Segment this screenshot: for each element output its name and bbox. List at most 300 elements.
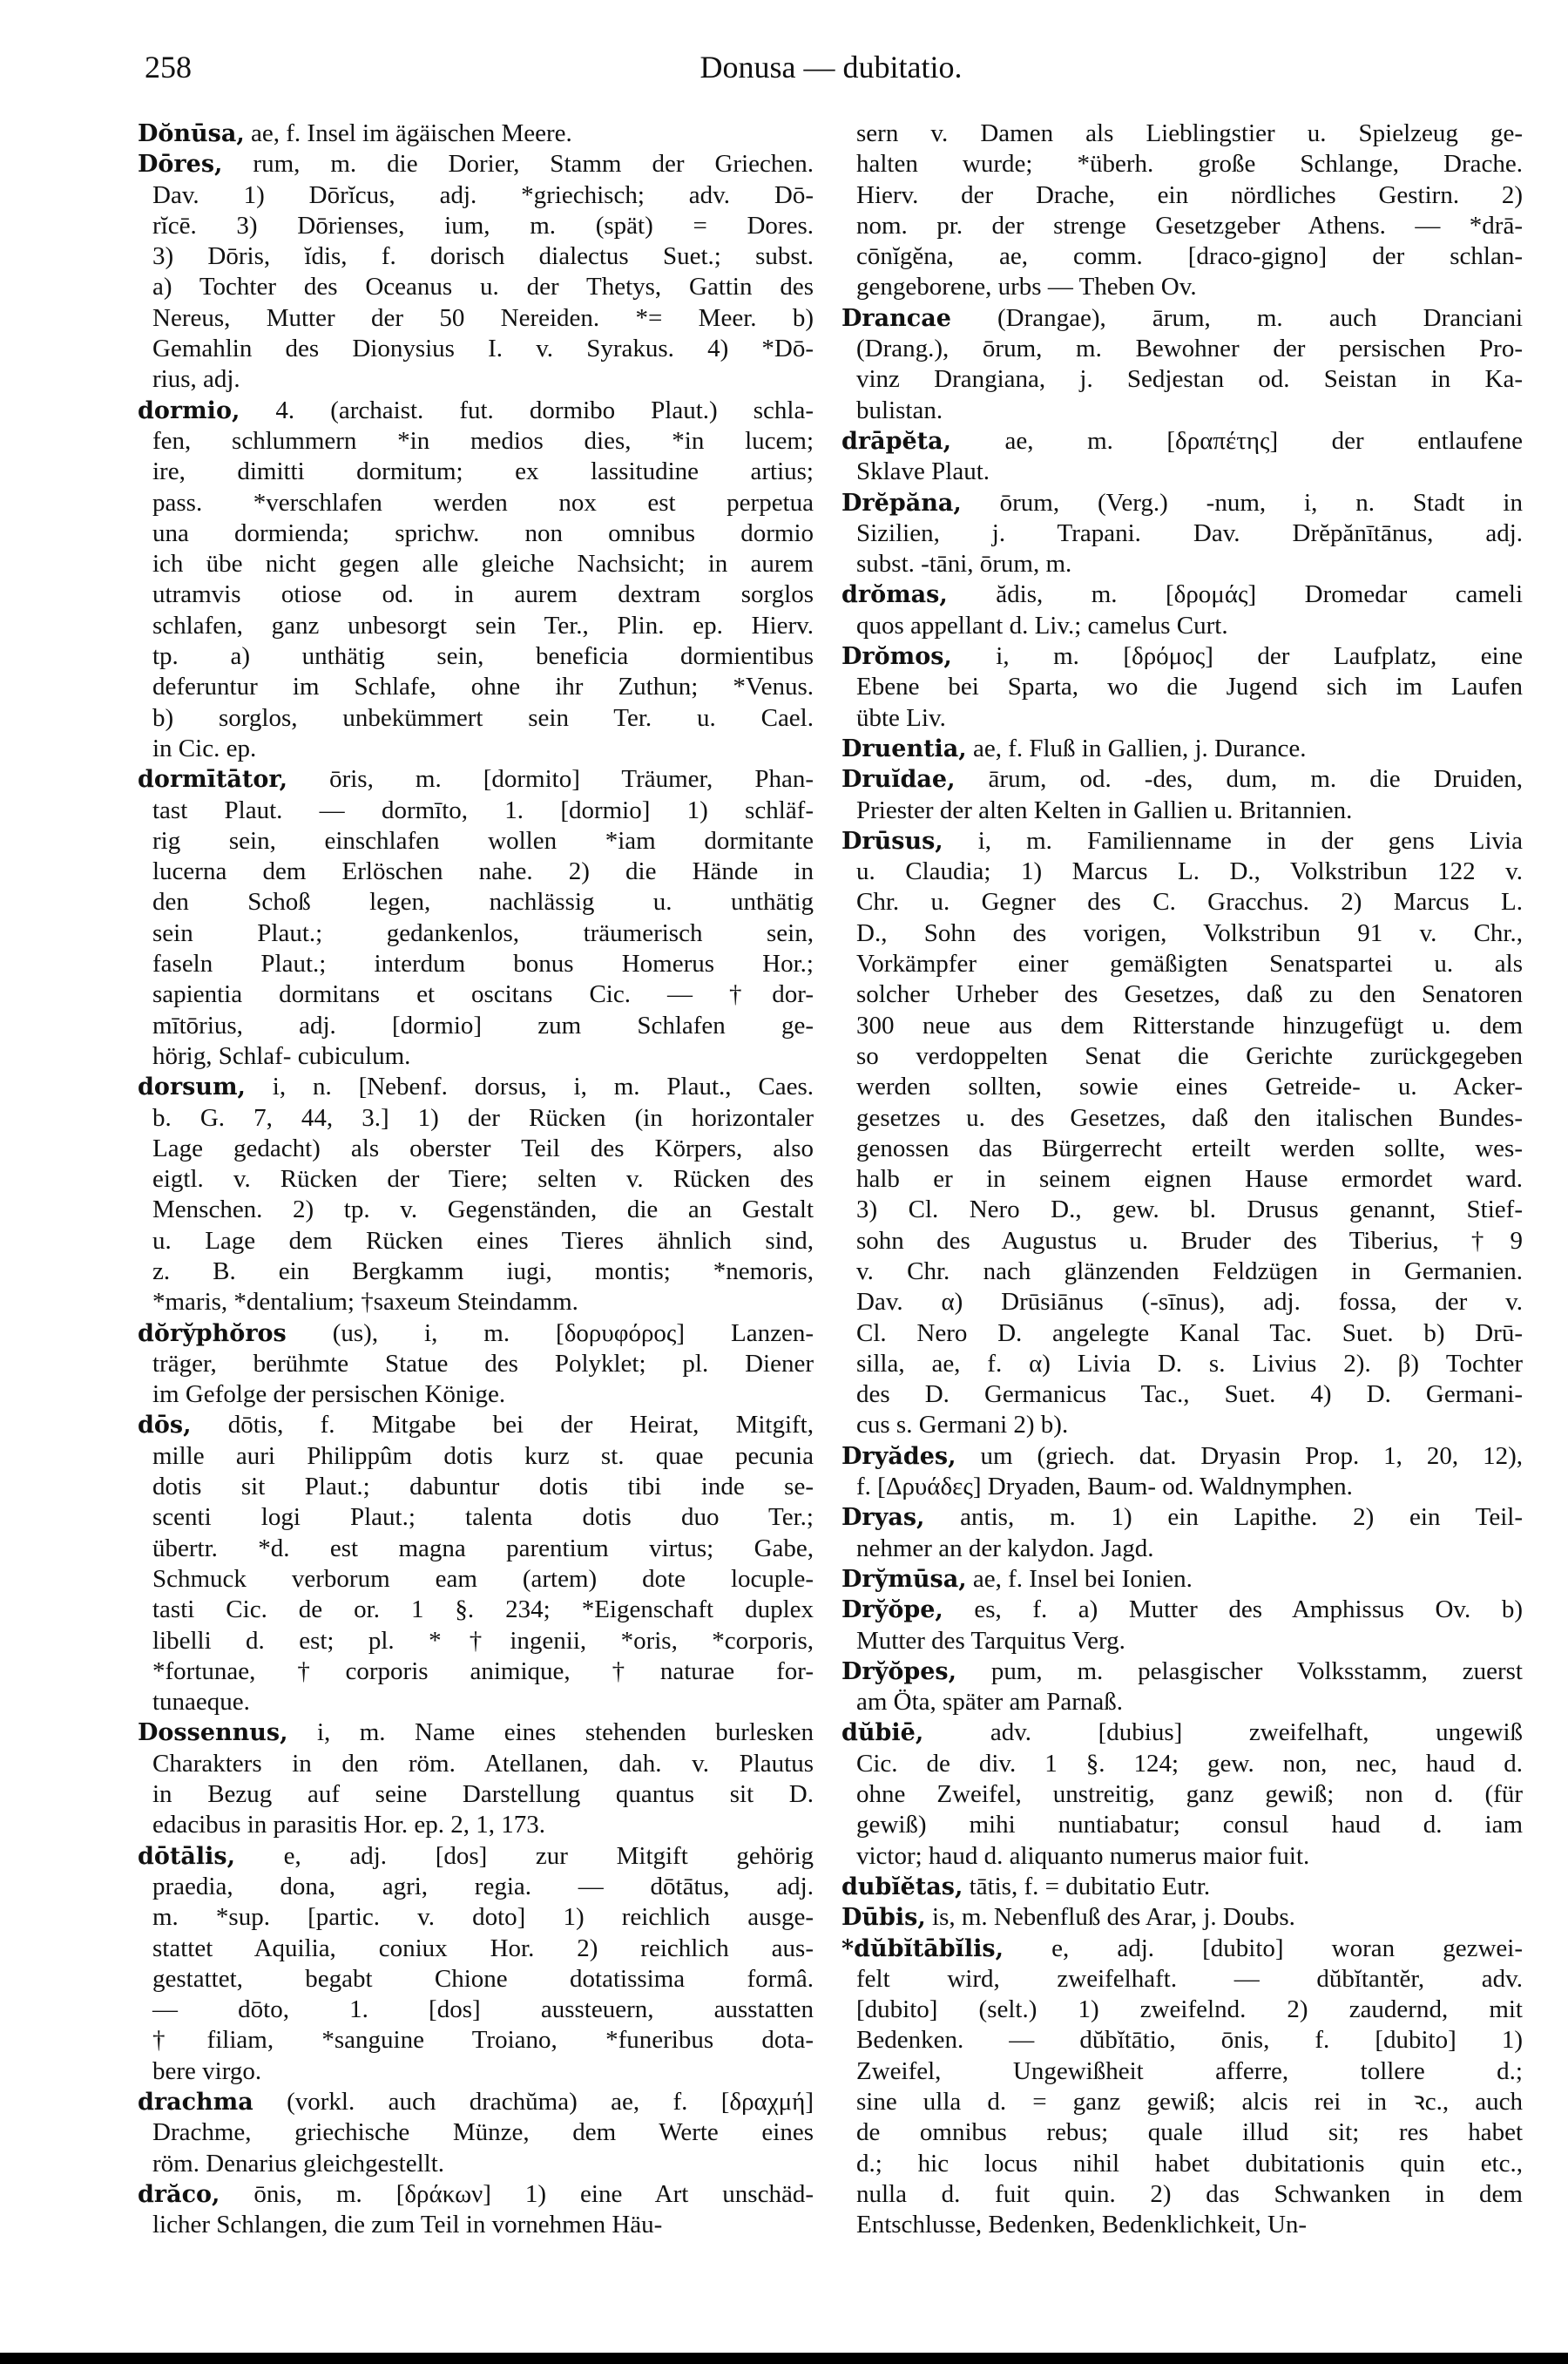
entry-line [841, 703, 1523, 734]
entry-text: *maris, *dentalium; †saxeum Steindamm. [152, 1288, 578, 1317]
entry-headword: Dry̆mūsa, [841, 1565, 967, 1593]
entry-text: übte Liv. [856, 703, 946, 732]
entry-text: Dav. α) Drūsiānus (-sīnus), adj. fossa, der v. [856, 1288, 1523, 1317]
entry-line [138, 1410, 814, 1440]
entry-line [138, 887, 814, 918]
entry-text: sern v. Damen als Lieblingstier u. Spielzeug ge- [856, 119, 1523, 147]
entry-headword: drāpĕta, [841, 427, 952, 455]
entry-text: 300 neue aus dem Ritterstande hinzugefügt u. dem [856, 1011, 1523, 1040]
entry-line [138, 303, 814, 334]
entry-text: (us), i, m. [δορυφόρος] Lanzen- [286, 1318, 814, 1347]
entry-line [841, 1964, 1523, 1995]
scan-bottom-edge [0, 2353, 1568, 2364]
entry-text: ădis, m. [δρομάς] Dromedar cameli [947, 580, 1523, 609]
entry-text: adv. [dubius] zweifelhaft, ungewiß [923, 1718, 1523, 1747]
entry-headword: Dry̆ŏpes, [841, 1657, 956, 1685]
entry-text: scenti logi Plaut.; talenta dotis duo Ter.; [152, 1503, 814, 1532]
entry-line [138, 457, 814, 487]
entry-line [138, 1779, 814, 1810]
entry-text: ōrum, (Verg.) -num, i, n. Stadt in [961, 488, 1523, 517]
dictionary-entry [841, 734, 1523, 764]
entry-text: sein Plaut.; gedankenlos, träumerisch sein, [152, 918, 814, 947]
entry-line [841, 1564, 1523, 1595]
entry-text: *fortunae, †corporis animique, †naturae for- [152, 1656, 814, 1685]
entry-line [138, 396, 814, 426]
entry-line [138, 119, 814, 149]
entry-line [841, 826, 1523, 857]
entry-line [138, 1441, 814, 1472]
entry-text: (Drang.), ōrum, m. Bewohner der persischen Pro- [856, 335, 1523, 363]
entry-text: Menschen. 2) tp. v. Gegenständen, die an Gestalt [152, 1196, 814, 1224]
entry-line [138, 1226, 814, 1257]
entry-line [841, 1134, 1523, 1164]
entry-text: Vorkämpfer einer gemäßigten Senatspartei u. als [856, 950, 1523, 979]
entry-headword: dorsum, [138, 1074, 246, 1101]
entry-line [138, 764, 814, 795]
entry-text: ae, f. Insel im ägäischen Meere. [244, 119, 572, 147]
entry-line [841, 303, 1523, 334]
entry-line [841, 180, 1523, 211]
entry-line [138, 1564, 814, 1595]
entry-line [841, 1226, 1523, 1257]
entry-text: victor; haud d. aliquanto numerus maior fuit. [856, 1841, 1310, 1870]
entry-text: genossen das Bürgerrecht erteilt werden sollte, wes- [856, 1134, 1523, 1162]
entry-line [841, 734, 1523, 764]
entry-line [841, 149, 1523, 180]
entry-text: am Öta, später am Parnaß. [856, 1688, 1124, 1717]
dictionary-entry [841, 1564, 1523, 1595]
entry-text: halb er in seinem eignen Hause ermordet ward. [856, 1165, 1523, 1194]
entry-text: — dōto, 1. [dos] aussteuern, ausstatten [152, 1995, 814, 2024]
entry-text: tātis, f. = dubitatio Eutr. [963, 1872, 1211, 1900]
entry-text: Zweifel, Ungewißheit afferre, tollere d.; [856, 2056, 1523, 2085]
entry-text: tp. a) unthätig sein, beneficia dormientibus [152, 642, 814, 671]
entry-line [138, 1626, 814, 1656]
entry-line [138, 241, 814, 272]
entry-line [841, 488, 1523, 518]
entry-line [138, 2210, 814, 2240]
entry-line [138, 549, 814, 579]
entry-line [138, 1749, 814, 1779]
entry-text: Cic. de div. 1 §. 124; gew. non, nec, haud d. [856, 1749, 1523, 1778]
entry-line [841, 2210, 1523, 2240]
entry-line [841, 549, 1523, 579]
entry-text: Priester der alten Kelten in Gallien u. Britannien. [856, 796, 1353, 824]
entry-text: Ebene bei Sparta, wo die Jugend sich im Laufen [856, 673, 1523, 701]
entry-text: Hierv. der Drache, ein nördliches Gestirn. 2) [856, 180, 1523, 209]
entry-line [841, 1717, 1523, 1748]
entry-text: Sizilien, j. Trapani. Dav. Drĕpănītānus, adj. [856, 518, 1523, 547]
entry-text: lucerna dem Erlöschen nahe. 2) die Hände in [152, 857, 814, 886]
entry-text: e, adj. [dubito] woran gezwei- [1003, 1934, 1523, 1962]
entry-text: v. Chr. nach glänzenden Feldzügen in Germanien. [856, 1257, 1523, 1285]
entry-text: schlafen, ganz unbesorgt sein Ter., Plin. ep. Hierv. [152, 611, 814, 640]
entry-text: b) sorglos, unbekümmert sein Ter. u. Cael. [152, 703, 814, 732]
entry-line [841, 918, 1523, 949]
entry-text: Drachme, griechische Münze, dem Werte eines [152, 2118, 814, 2147]
entry-text: bere virgo. [152, 2056, 262, 2085]
entry-headword: Druentia, [841, 735, 967, 762]
dictionary-entry [841, 488, 1523, 580]
entry-line [138, 611, 814, 641]
entry-text: Nereus, Mutter der 50 Nereiden. *= Meer. b) [152, 303, 814, 332]
entry-text: gestattet, begabt Chione dotatissima formâ. [152, 1964, 814, 1993]
entry-text: b. G. 7, 44, 3.] 1) der Rücken (in horizontaler [152, 1103, 814, 1132]
entry-line [138, 796, 814, 826]
entry-line [138, 211, 814, 241]
entry-text: i, n. [Nebenf. dorsus, i, m. Plaut., Caes. [245, 1073, 814, 1101]
entry-text: faseln Plaut.; interdum bonus Homerus Hor.; [152, 950, 814, 979]
entry-text: dotis sit Plaut.; dabuntur dotis tibi inde se- [152, 1473, 814, 1501]
entry-text: pum, m. pelasgischer Volksstamm, zuerst [956, 1656, 1523, 1685]
entry-headword: Drūsus, [841, 827, 943, 855]
entry-headword: *dŭbĭtābĭlis, [841, 1934, 1004, 1962]
entry-text: praedia, dona, agri, regia. — dōtātus, adj. [152, 1872, 814, 1900]
dictionary-entry [841, 579, 1523, 641]
entry-line [138, 149, 814, 180]
entry-text: gewiß) mihi nuntiabatur; consul haud d. iam [856, 1811, 1523, 1839]
entry-line [841, 1472, 1523, 1502]
entry-line [138, 1041, 814, 1072]
entry-line [138, 334, 814, 364]
entry-line [841, 2056, 1523, 2087]
entry-line [138, 2149, 814, 2179]
dictionary-entry [841, 764, 1523, 826]
entry-text: ohne Zweifel, unstreitig, ganz gewiß; non d. (für [856, 1780, 1523, 1809]
entry-line [841, 241, 1523, 272]
entry-headword: Dūbis, [841, 1904, 926, 1932]
left-column [138, 119, 814, 2240]
dictionary-entry [138, 1410, 814, 1717]
entry-headword: Dŏnūsa, [138, 120, 245, 147]
entry-text: hörig, Schlaf- cubiculum. [152, 1041, 411, 1070]
entry-line [841, 1810, 1523, 1840]
entry-line [841, 1349, 1523, 1379]
entry-line [138, 979, 814, 1010]
entry-text: bulistan. [856, 396, 943, 424]
dictionary-entry [841, 119, 1523, 303]
entry-text: in Cic. ep. [152, 734, 257, 762]
entry-text: (vorkl. auch drachŭma) ae, f. [δραχμή] [253, 2088, 814, 2116]
entry-text: D., Sohn des vorigen, Volkstribun 91 v. Chr., [856, 918, 1523, 947]
entry-line [841, 396, 1523, 426]
entry-line [841, 1379, 1523, 1410]
entry-headword: Dōres, [138, 151, 223, 179]
entry-text: u. Lage dem Rücken eines Tieres ähnlich sind, [152, 1226, 814, 1255]
entry-headword: Drĕpăna, [841, 489, 962, 517]
dictionary-entry [138, 1841, 814, 2087]
entry-line [841, 1872, 1523, 1902]
dictionary-entry [841, 1441, 1523, 1503]
entry-line [138, 180, 814, 211]
dictionary-entry [138, 149, 814, 395]
entry-line [841, 272, 1523, 302]
dictionary-entry [841, 426, 1523, 488]
entry-text: subst. -tāni, ōrum, m. [856, 550, 1072, 579]
entry-line [841, 1934, 1523, 1964]
entry-line [138, 1164, 814, 1195]
entry-line [841, 1072, 1523, 1102]
entry-line [841, 1257, 1523, 1287]
entry-text: tunaeque. [152, 1688, 250, 1717]
entry-text: cus s. Germani 2) b). [856, 1411, 1069, 1439]
entry-line [841, 764, 1523, 795]
entry-text: ich übe nicht gegen alle gleiche Nachsicht; in aurem [152, 550, 814, 579]
entry-headword: Drancae [841, 304, 951, 332]
dictionary-entry [138, 1318, 814, 1411]
entry-line [138, 1472, 814, 1502]
entry-line [138, 1287, 814, 1317]
entry-line [841, 1195, 1523, 1225]
entry-line [841, 1749, 1523, 1779]
entry-line [138, 2056, 814, 2087]
entry-headword: drăco, [138, 2180, 220, 2208]
entry-text: pass. *verschlafen werden nox est perpetua [152, 488, 814, 517]
entry-text: des D. Germanicus Tac., Suet. 4) D. Germani- [856, 1380, 1523, 1409]
entry-line [841, 641, 1523, 672]
entry-text: una dormienda; sprichw. non omnibus dormio [152, 518, 814, 547]
entry-line [138, 1995, 814, 2025]
entry-text: ae, f. Insel bei Ionien. [966, 1564, 1193, 1593]
entry-text: libelli d. est; pl. *†ingenii, *oris, *corporis, [152, 1626, 814, 1655]
entry-text: rius, adj. [152, 365, 240, 394]
entry-text: träger, berühmte Statue des Polyklet; pl. Diener [152, 1349, 814, 1378]
entry-line [138, 518, 814, 549]
entry-text: deferuntur im Schlafe, ohne ihr Zuthun; *Venus. [152, 673, 814, 701]
entry-line [841, 2117, 1523, 2148]
entry-line [841, 949, 1523, 979]
entry-line [841, 1011, 1523, 1041]
entry-text: tast Plaut. — dormīto, 1. [dormio] 1) schläf- [152, 796, 814, 824]
dictionary-entry [138, 1717, 814, 1840]
entry-text: Entschlusse, Bedenken, Bedenklichkeit, Un- [856, 2211, 1308, 2239]
entry-text: den Schoß legen, nachlässig u. unthätig [152, 888, 814, 917]
entry-line [138, 1318, 814, 1349]
entry-line [138, 1687, 814, 1717]
entry-line [841, 796, 1523, 826]
entry-line [138, 1872, 814, 1902]
entry-line [138, 1502, 814, 1533]
entry-text: antis, m. 1) ein Lapithe. 2) ein Teil- [924, 1503, 1523, 1532]
entry-text: übertr. *d. est magna parentium virtus; Gabe, [152, 1534, 814, 1562]
dictionary-entry [841, 1902, 1523, 1933]
entry-text: rig sein, einschlafen wollen *iam dormitante [152, 826, 814, 855]
dictionary-entry [841, 1595, 1523, 1656]
entry-line [841, 611, 1523, 641]
entry-line [841, 211, 1523, 241]
entry-text: sine ulla d. = ganz gewiß; alcis rei in ꝛc., auch [856, 2088, 1523, 2116]
entry-headword: dubĭĕtas, [841, 1873, 963, 1900]
entry-line [138, 1103, 814, 1134]
entry-text: stattet Aquilia, coniux Hor. 2) reichlich aus- [152, 1934, 814, 1962]
entry-line [138, 1964, 814, 1995]
entry-line [841, 2087, 1523, 2117]
entry-text: is, m. Nebenfluß des Arar, j. Doubs. [925, 1903, 1295, 1932]
entry-headword: dŏry̆phŏros [138, 1319, 287, 1347]
entry-line [138, 1011, 814, 1041]
entry-line [138, 2025, 814, 2056]
entry-line [841, 1410, 1523, 1440]
entry-text: utramvis otiose od. in aurem dextram sorglos [152, 580, 814, 609]
entry-text: gesetzes u. des Gesetzes, daß den italischen Bundes- [856, 1103, 1523, 1132]
entry-text: rĭcē. 3) Dōrienses, ium, m. (spät) = Dores. [152, 211, 814, 240]
entry-text: mītōrius, adj. [dormio] zum Schlafen ge- [152, 1011, 814, 1040]
dictionary-entry [841, 1934, 1523, 2241]
entry-line [841, 364, 1523, 395]
entry-text: Gemahlin des Dionysius I. v. Syrakus. 4) *Dō- [152, 335, 814, 363]
page-number: 258 [145, 50, 192, 85]
entry-text: felt wird, zweifelhaft. — dŭbĭtantĕr, adv. [856, 1964, 1523, 1993]
entry-line [138, 1810, 814, 1840]
entry-line [841, 2025, 1523, 2056]
entry-line [138, 1379, 814, 1410]
entry-text: sapientia dormitans et oscitans Cic. — †dor- [152, 980, 814, 1009]
entry-text: de omnibus rebus; quale illud sit; res habet [856, 2118, 1523, 2147]
entry-line [138, 1934, 814, 1964]
entry-text: ōnis, m. [δράκων] 1) eine Art unschäd- [220, 2179, 814, 2208]
entry-text: röm. Denarius gleichgestellt. [152, 2149, 445, 2178]
entry-line [138, 2087, 814, 2117]
entry-line [138, 672, 814, 702]
entry-line [841, 1595, 1523, 1625]
entry-line [138, 1072, 814, 1102]
entry-text: Lage gedacht) als oberster Teil des Körpers, also [152, 1134, 814, 1162]
dictionary-entry [138, 764, 814, 1072]
entry-text: i, m. Name eines stehenden burlesken [287, 1718, 814, 1747]
entry-line [841, 1502, 1523, 1533]
entry-line [841, 119, 1523, 149]
dictionary-entry [841, 826, 1523, 1441]
entry-line [138, 1841, 814, 1872]
entry-line [138, 703, 814, 734]
entry-text: m. *sup. [partic. v. doto] 1) reichlich ausge- [152, 1903, 814, 1932]
entry-text: [dubito] (selt.) 1) zweifelnd. 2) zaudernd, mit [856, 1995, 1523, 2024]
entry-line [841, 1841, 1523, 1872]
entry-line [138, 1656, 814, 1687]
entry-text: silla, ae, f. α) Livia D. s. Livius 2). β) Tochter [856, 1349, 1523, 1378]
entry-line [841, 457, 1523, 487]
entry-text: Mutter des Tarquitus Verg. [856, 1626, 1125, 1655]
dictionary-entry [841, 641, 1523, 734]
entry-line [138, 949, 814, 979]
entry-line [138, 426, 814, 457]
entry-text: Schmuck verborum eam (artem) dote locuple- [152, 1564, 814, 1593]
entry-line [138, 272, 814, 302]
entry-line [841, 1287, 1523, 1317]
entry-line [841, 579, 1523, 610]
entry-headword: Drŏmos, [841, 643, 952, 671]
entry-line [841, 1779, 1523, 1810]
entry-headword: dōtālis, [138, 1842, 235, 1870]
entry-text: es, f. a) Mutter des Amphissus Ov. b) [943, 1595, 1523, 1624]
entry-text: nulla d. fuit quin. 2) das Schwanken in dem [856, 2179, 1523, 2208]
entry-headword: Dryas, [841, 1504, 925, 1532]
entry-line [841, 1534, 1523, 1564]
entry-text: Dav. 1) Dōrĭcus, adj. *griechisch; adv. Dō- [152, 180, 814, 209]
entry-text: (Drangae), ārum, m. auch Dranciani [950, 303, 1523, 332]
entry-text: ārum, od. -des, dum, m. die Druiden, [955, 765, 1523, 794]
right-column [841, 119, 1523, 2240]
entry-text: edacibus in parasitis Hor. ep. 2, 1, 173. [152, 1811, 546, 1839]
entry-line [841, 1318, 1523, 1349]
entry-text: Cl. Nero D. angelegte Kanal Tac. Suet. b) Drū- [856, 1318, 1523, 1347]
entry-text: rum, m. die Dorier, Stamm der Griechen. [222, 150, 814, 179]
entry-text: Charakters in den röm. Atellanen, dah. v. Plautus [152, 1749, 814, 1778]
entry-headword: drachma [138, 2089, 253, 2116]
entry-text: ae, f. Fluß in Gallien, j. Durance. [966, 734, 1307, 762]
entry-text: eigtl. v. Rücken der Tiere; selten v. Rücken des [152, 1165, 814, 1194]
entry-text: ōris, m. [dormito] Träumer, Phan- [287, 765, 814, 794]
entry-text: mille auri Philippûm dotis kurz st. quae pecunia [152, 1441, 814, 1470]
entry-line [138, 734, 814, 764]
entry-line [138, 364, 814, 395]
entry-text: tasti Cic. de or. 1 §. 234; *Eigenschaft duplex [152, 1595, 814, 1624]
entry-line [138, 1717, 814, 1748]
entry-line [138, 579, 814, 610]
entry-text: cōnĭgĕna, ae, comm. [draco-gigno] der schlan- [856, 242, 1523, 271]
entry-line [138, 2179, 814, 2210]
entry-headword: Dryădes, [841, 1442, 956, 1470]
entry-text: †filiam, *sanguine Troiano, *funeribus dota- [152, 2026, 814, 2055]
entry-line [841, 887, 1523, 918]
entry-line [841, 1103, 1523, 1134]
entry-line [841, 334, 1523, 364]
entry-headword: dŭbiē, [841, 1719, 924, 1747]
entry-line [138, 1195, 814, 1225]
entry-text: a) Tochter des Oceanus u. der Thetys, Gattin des [152, 273, 814, 301]
entry-text: quos appellant d. Liv.; camelus Curt. [856, 611, 1228, 640]
entry-text: werden sollten, sowie eines Getreide- u. Acker- [856, 1073, 1523, 1101]
entry-text: e, adj. [dos] zur Mitgift gehörig [234, 1841, 814, 1870]
entry-line [138, 2117, 814, 2148]
entry-line [841, 2179, 1523, 2210]
entry-text: Chr. u. Gegner des C. Gracchus. 2) Marcus L. [856, 888, 1523, 917]
entry-line [138, 1902, 814, 1933]
running-title: Donusa — dubitatio. [700, 50, 963, 85]
entry-text: so verdoppelten Senat die Gerichte zurückgegeben [856, 1041, 1523, 1070]
entry-text: f. [Δρυάδες] Dryaden, Baum- od. Waldnymphen. [856, 1473, 1353, 1501]
running-header [0, 49, 1568, 89]
entry-line [138, 488, 814, 518]
entry-line [841, 426, 1523, 457]
entry-line [138, 641, 814, 672]
entry-line [841, 1041, 1523, 1072]
entry-headword: Dossennus, [138, 1719, 288, 1747]
entry-line [841, 1995, 1523, 2025]
entry-text: nehmer an der kalydon. Jagd. [856, 1534, 1154, 1562]
entry-headword: Dry̆ŏpe, [841, 1596, 943, 1624]
entry-text: u. Claudia; 1) Marcus L. D., Volkstribun 122 v. [856, 857, 1523, 886]
entry-line [138, 1349, 814, 1379]
entry-line [138, 1595, 814, 1625]
entry-line [841, 1687, 1523, 1717]
entry-text: solcher Urheber des Gesetzes, daß zu den Senatoren [856, 980, 1523, 1009]
entry-text: in Bezug auf seine Darstellung quantus sit D. [152, 1780, 814, 1809]
entry-line [841, 1656, 1523, 1687]
entry-headword: dormītātor, [138, 766, 288, 794]
entry-line [841, 1626, 1523, 1656]
dictionary-entry [841, 1656, 1523, 1718]
entry-text: dōtis, f. Mitgabe bei der Heirat, Mitgift, [191, 1411, 814, 1439]
entry-headword: Druĭdae, [841, 766, 956, 794]
entry-line [841, 1902, 1523, 1933]
dictionary-entry [138, 1072, 814, 1317]
entry-text: d.; hic locus nihil habet dubitationis quin etc., [856, 2149, 1523, 2178]
entry-line [841, 979, 1523, 1010]
entry-text: Bedenken. — dŭbĭtātio, ōnis, f. [dubito] 1) [856, 2026, 1523, 2055]
entry-text: nom. pr. der strenge Gesetzgeber Athens. — *drā- [856, 211, 1523, 240]
dictionary-entry [138, 2087, 814, 2179]
